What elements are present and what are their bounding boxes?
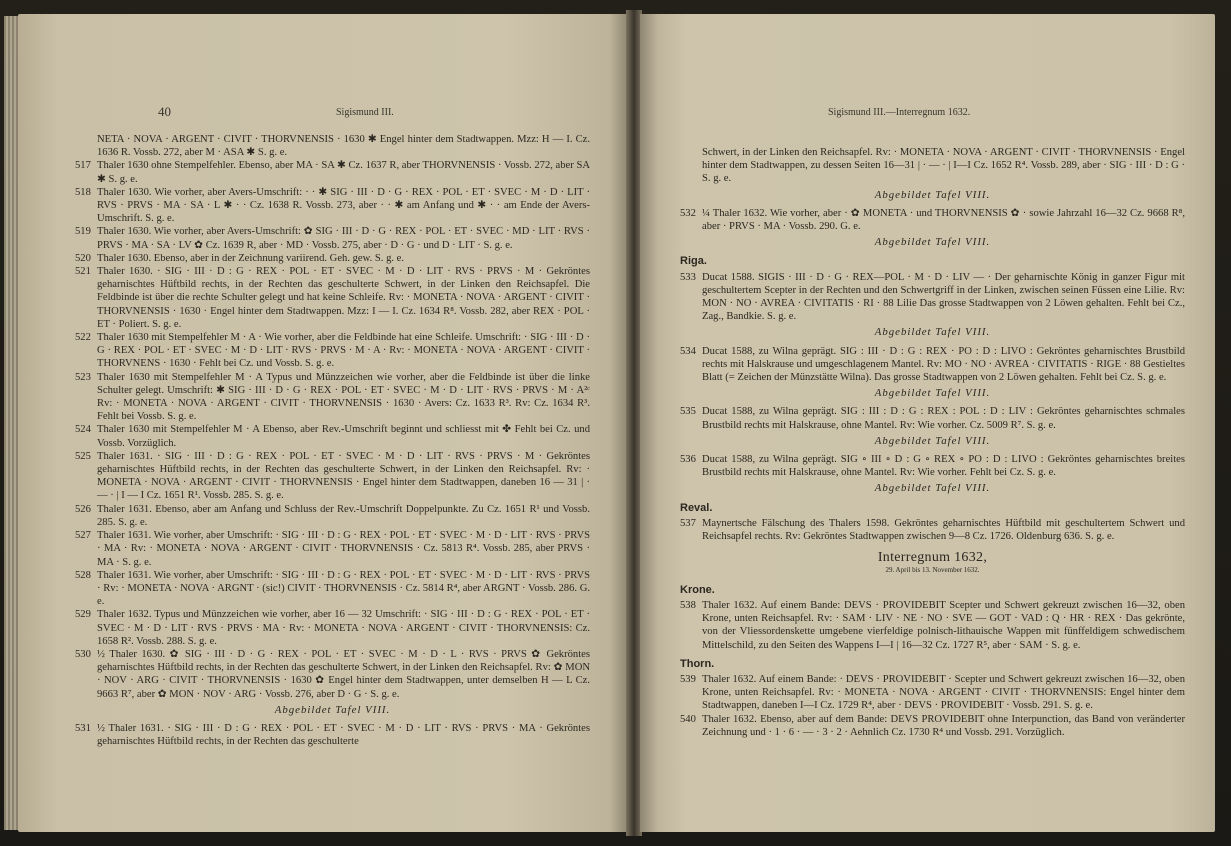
continued-entry: Schwert, in der Linken den Reichsapfel. Rv: · MONETA · NOVA · ARGENT · CIVIT · THORVNENSIS · Engel hinter dem Stadtwappen, zu dessen Seiten 16—31 | · — · | I—I Cz. 1652 R⁴. Vossb. 289, aber · SIG · III · D : G · S. g. e.: [702, 147, 1185, 185]
catalogue-entry: [75, 186, 590, 226]
plate-reference: Abgebildet Tafel VIII.: [874, 482, 991, 495]
entry-text: Thaler 1630 mit Stempelfehler M · A · Wie vorher, aber die Feldbinde hat eine Schleife. Umschrift: · SIG · III · D · G · REX · POL · ET · SVEC · M · D · LIT · RVS · PRVS · M · A · Rv: · MONETA · NOVA · ARGENT · CIVIT · THORVNENS · 1630 · Fehlt bei Cz. und Vossb. S. g. e.: [97, 332, 590, 370]
entry-text: Thaler 1632. Auf einem Bande: · DEVS · PROVIDEBIT · Scepter und Schwert gekreuzt zwischen 16—32, oben Krone, unten Reichsapfel. Rv: · MONETA · NOVA · ARGENT · CIVIT · THORVNENSIS: Engel hinter dem Stadtwappen, daneben I—I Cz. 1729 R⁴, aber · DEVS · PROVIDEBIT · Vossb. 291. S. g. e.: [702, 673, 1185, 712]
entry-text: Thaler 1630 mit Stempelfehler M · A Ebenso, aber Rev.-Umschrift beginnt und schliesst mit ✤ Fehlt bei Cz. und Vossb. Vorzüglich.: [97, 424, 590, 449]
entry-number: 523: [75, 371, 91, 383]
page-number: 40: [158, 104, 171, 119]
entry-number: 537: [680, 517, 696, 529]
section-heading-krone: Krone.: [680, 583, 715, 596]
entry-text: Thaler 1630. Wie vorher, aber Avers-Umschrift: ✿ SIG · III · D · G · REX · POL · ET · SVEC · MD · LIT · RVS · PRVS · MA · SA · LV ✿ Cz. 1639 R, aber · MD · Vossb. 275, aber · D · G · und D · LIT · S. g. e.: [97, 226, 590, 251]
entry-text: Thaler 1631. Wie vorher, aber Umschrift: · SIG · III · D : G · REX · POL · ET · SVEC · M · D · LIT · RVS · PRVS · MA · Rv: · MONETA · NOVA · ARGENT · CIVIT · THORVNENSIS · Cz. 5813 R⁴. Vossb. 285, aber PRVS · MA · S. g. e.: [97, 530, 590, 568]
entry-text: Ducat 1588. SIGIS · III · D · G · REX—POL · M · D · LIV — · Der geharnischte König in ganzer Figur mit geschultertem Scepter in der Rechten und den Schwertgriff in der Linken, zwischen seinen Füssen eine Lilie. Rv: MON · NO · AVREA · CIVITATIS · RI · 88 Lilie Das grosse Stadtwappen von 2 Löwen gehalten. Fehlt bei Cz., Zag., Bandkie. S. g. e.: [702, 271, 1185, 323]
right-catalogue-text: [680, 146, 1185, 739]
catalogue-entry: [75, 252, 590, 265]
entry-number: 525: [75, 450, 91, 462]
entry-text: Thaler 1630 ohne Stempelfehler. Ebenso, aber MA · SA ✱ Cz. 1637 R, aber THORVNENSIS · Vossb. 272, aber SA ✱ S. g. e.: [97, 160, 590, 185]
catalogue-entry: [680, 673, 1185, 713]
catalogue-entry: [75, 371, 590, 424]
section-title: Interregnum 1632,: [877, 550, 988, 566]
entry-text: Thaler 1630 mit Stempelfehler M · A Typus und Münzzeichen wie vorher, aber die Feldbinde ist über die linke Schulter gelegt. Umschrift: ✱ SIG · III · D · G · REX · POL · ET · SVEC · M · D · LIT · RVS · PRVS · M · A²ᶜ Rv: · MONETA · NOVA · ARGENT · CIVIT · THORVNENSIS · 1630 · Avers: Cz. 1633 R³. Rv: Cz. 1634 R³. Fehlt bei Vossb. S. g. e.: [97, 371, 590, 423]
catalogue-entry: [680, 405, 1185, 431]
section-heading-reval: Reval.: [680, 501, 713, 514]
entry-text: ½ Thaler 1631. · SIG · III · D : G · REX · POL · ET · SVEC · M · D · LIT · RVS · PRVS · MA · Gekröntes geharnischtes Hüftbild rechts, in der Rechten das geschulterte: [97, 722, 590, 748]
catalogue-entry: [680, 453, 1185, 479]
entry-number: 517: [75, 160, 91, 172]
entry-number: 539: [680, 673, 696, 685]
entry-text: Ducat 1588, zu Wilna geprägt. SIG : III : D : G : REX : POL : D : LIV : Gekröntes geharnischtes schmales Brustbild rechts mit Halskrause, ohne Mantel. Rv: Wie vorher. Cz. 5009 R⁷. S. g. e.: [702, 406, 1185, 431]
entry-number: 521: [75, 266, 91, 278]
entry-list: [75, 159, 590, 748]
entry-text: Thaler 1631. Wie vorher, aber Umschrift: · SIG · III · D : G · REX · POL · ET · SVEC · M · D · LIT · RVS · PRVS · Rv: · MONETA · NOVA · ARGNT · (sic!) CIVIT · THORVNENSIS · Cz. 5814 R⁴, aber ARGNT · Vossb. 286. G. e.: [97, 569, 590, 608]
plate-reference: Abgebildet Tafel VIII.: [874, 188, 991, 201]
entry-text: Thaler 1630. · SIG · III · D : G · REX · POL · ET · SVEC · M · D · LIT · RVS · PRVS · M · Gekröntes geharnischtes Hüftbild rechts, in der Rechten das geschulterte Schwert, in der Linken den Reichsapfel. Die Feldbinde ist über die rechte Schulter gelegt und hat keine Schleife. Rv: · MONETA · NOVA · ARGENT · CIVIT · THORVNENSIS · 1630 · Engel hinter dem Stadtwappen. Mzz: I — I. Cz. 1634 R⁸. Vossb. 282, aber REX · POL · ET · Poliert. S. g. e.: [97, 266, 590, 330]
running-head-left: Sigismund III.: [336, 107, 394, 118]
plate-reference: Abgebildet Tafel VIII.: [874, 387, 991, 400]
entry-number: 532: [680, 207, 696, 219]
plate-reference: Abgebildet Tafel VIII.: [274, 703, 391, 716]
entry-number: 518: [75, 186, 91, 198]
continued-entry: NETA · NOVA · ARGENT · CIVIT · THORVNENSIS · 1630 ✱ Engel hinter dem Stadtwappen. Mzz: H — I. Cz. 1636 R. Vossb. 272, aber M · ASA ✱ S. g. e.: [97, 134, 590, 159]
right-page: [640, 14, 1215, 832]
catalogue-entry: [75, 569, 590, 609]
entry-number: 519: [75, 226, 91, 238]
entry-number: 527: [75, 530, 91, 542]
catalogue-entry: [680, 517, 1185, 543]
catalogue-entry: [75, 225, 590, 251]
section-heading-thorn: Thorn.: [680, 657, 715, 670]
catalogue-entry: [75, 331, 590, 371]
catalogue-entry: [75, 648, 590, 701]
entry-text: ¼ Thaler 1632. Wie vorher, aber · ✿ MONETA · und THORVNENSIS ✿ · sowie Jahrzahl 16—32 Cz. 9668 R⁸, aber · PRVS · MA · Vossb. 290. G. e.: [702, 207, 1185, 233]
catalogue-entry: [75, 722, 590, 748]
catalogue-entry: [75, 450, 590, 503]
catalogue-entry: [75, 503, 590, 529]
section-heading-riga: Riga.: [680, 255, 707, 268]
entry-text: Ducat 1588, zu Wilna geprägt. SIG ∘ III ∘ D : G ∘ REX ∘ PO : D : LIVO : Gekröntes geharnischtes breites Brustbild rechts mit Halskrause, ohne Mantel. Rv: Wie vorher. Fehlt bei Cz. S. g. e.: [702, 454, 1185, 479]
section-dates: 29. April bis 13. November 1632.: [885, 566, 980, 575]
catalogue-entry: [75, 423, 590, 449]
entry-text: Thaler 1630. Ebenso, aber in der Zeichnung variirend. Geh. gew. S. g. e.: [97, 252, 405, 264]
plate-reference: Abgebildet Tafel VIII.: [874, 434, 991, 447]
running-head-right: Sigismund III.—Interregnum 1632.: [828, 107, 971, 118]
catalogue-entry: [680, 599, 1185, 652]
entry-number: 538: [680, 599, 696, 611]
entry-number: 533: [680, 271, 696, 283]
entry-number: 522: [75, 332, 91, 344]
entry-number: 534: [680, 345, 696, 357]
entry-text: Thaler 1631. Ebenso, aber am Anfang und Schluss der Rev.-Umschrift Doppelpunkte. Zu Cz. 1651 R¹ und Vossb. 285. S. g. e.: [97, 503, 590, 528]
catalogue-entry: [680, 207, 1185, 233]
entry-number: 531: [75, 722, 91, 734]
catalogue-entry: [75, 159, 590, 185]
catalogue-entry: [680, 345, 1185, 385]
entry-text: Thaler 1631. · SIG · III · D : G · REX · POL · ET · SVEC · M · D · LIT · RVS · PRVS · M · Gekröntes geharnischtes Hüftbild rechts, in der Rechten das geschulterte Schwert, in der Linken den Reichsapfel. Rv: · MONETA · NOVA · ARGENT · CIVIT · THORVNENSIS · Engel hinter dem Stadtwappen, daneben 16 — 31 | · — · | I — I Cz. 1651 R¹. Vossb. 285. S. g. e.: [97, 450, 590, 502]
entry-number: 520: [75, 252, 91, 264]
entry-number: 526: [75, 503, 91, 515]
catalogue-entry: [75, 529, 590, 569]
entry-number: 535: [680, 406, 696, 418]
entry-number: 530: [75, 648, 91, 660]
entry-number: 529: [75, 609, 91, 621]
entry-text: Thaler 1632. Typus und Münzzeichen wie vorher, aber 16 — 32 Umschrift: · SIG · III · D : G · REX · POL · ET · SVEC · M · D · LIT · RVS · PRVS · MA · Rv: · MONETA · NOVA · ARGENT · CIVIT · THORVNENSIS: Cz. 1658 R². Vossb. 288. S. g. e.: [97, 609, 590, 647]
entry-text: Thaler 1632. Ebenso, aber auf dem Bande: DEVS PROVIDEBIT ohne Interpunction, das Band von veränderter Zeichnung und · 1 · 6 · — · 3 · 2 · Aehnlich Cz. 1730 R⁴ und Vossb. 291. Vorzüglich.: [702, 713, 1185, 738]
left-page: [18, 14, 628, 832]
entry-text: Ducat 1588, zu Wilna geprägt. SIG : III · D : G : REX · PO : D : LIVO : Gekröntes geharnischtes Brustbild rechts mit Halskrause und umgeschlagenem Mantel. Rv: MO · NO · AVREA · CIVITATIS · RIGE · 88 Gestieltes Blatt (= Zeichen der Münzstätte Wilna). Das grosse Stadtwappen von 2 Löwen gehalten. Fehlt bei Cz. S. g. e.: [702, 345, 1185, 384]
entry-number: 540: [680, 713, 696, 725]
entry-number: 536: [680, 454, 696, 466]
catalogue-entry: [680, 271, 1185, 324]
entry-text: Thaler 1630. Wie vorher, aber Avers-Umschrift: · · ✱ SIG · III · D · G · REX · POL · ET · SVEC · M · D · LIT · RVS · PRVS · MA · SA · L ✱ · · Cz. 1638 R. Vossb. 273, aber · · ✱ am Anfang und ✱ · · am Ende der Avers-Umschrift. S. g. e.: [97, 186, 590, 225]
entry-number: 524: [75, 424, 91, 436]
plate-reference: Abgebildet Tafel VIII.: [874, 236, 991, 249]
catalogue-entry: [75, 608, 590, 648]
catalogue-entry: [75, 265, 590, 331]
entry-text: Maynertsche Fälschung des Thalers 1598. Gekröntes geharnischtes Hüftbild mit geschultertem Schwert und Reichsapfel rechts. Rv: Gekröntes Stadtwappen zwischen 9—8 Cz. 1726. Oldenburg 636. S. g. e.: [702, 517, 1185, 543]
entry-text: Thaler 1632. Auf einem Bande: DEVS · PROVIDEBIT Scepter und Schwert gekreuzt zwischen 16—32, oben Krone, unten Reichsapfel. Rv: · SAM · LIV · NE · NO · SVE — GOT · VAD : Q · HR · REX · Das gekrönte, von der Vliessordenskette umgebene vierfeldige polnisch-lithauische Wappen mit fünffeldigem schwedischem Mittelschild, zu den Seiten des Wappens I—I | 16—32 Cz. 1727 R⁵, aber · SAM · S. g. e.: [702, 599, 1185, 651]
entry-text: ½ Thaler 1630. ✿ SIG · III · D · G · REX · POL · ET · SVEC · M · D · L · RVS · PRVS ✿ Gekröntes geharnischtes Hüftbild rechts, in der Rechten das geschulterte Schwert, in der Linken den Reichsapfel. Rv: ✿ MON · NOV · ARG · CIVIT · THORVNENSIS · 1630 ✿ Engel hinter dem Stadtwappen, unter demselben H — L Cz. 9663 R⁷, aber ✿ MON · NOV · ARG · Vossb. 276, aber D · G · S. g. e.: [97, 648, 590, 700]
entry-number: 528: [75, 569, 91, 581]
catalogue-entry: [680, 713, 1185, 739]
left-catalogue-text: [75, 133, 590, 748]
plate-reference: Abgebildet Tafel VIII.: [874, 326, 991, 339]
